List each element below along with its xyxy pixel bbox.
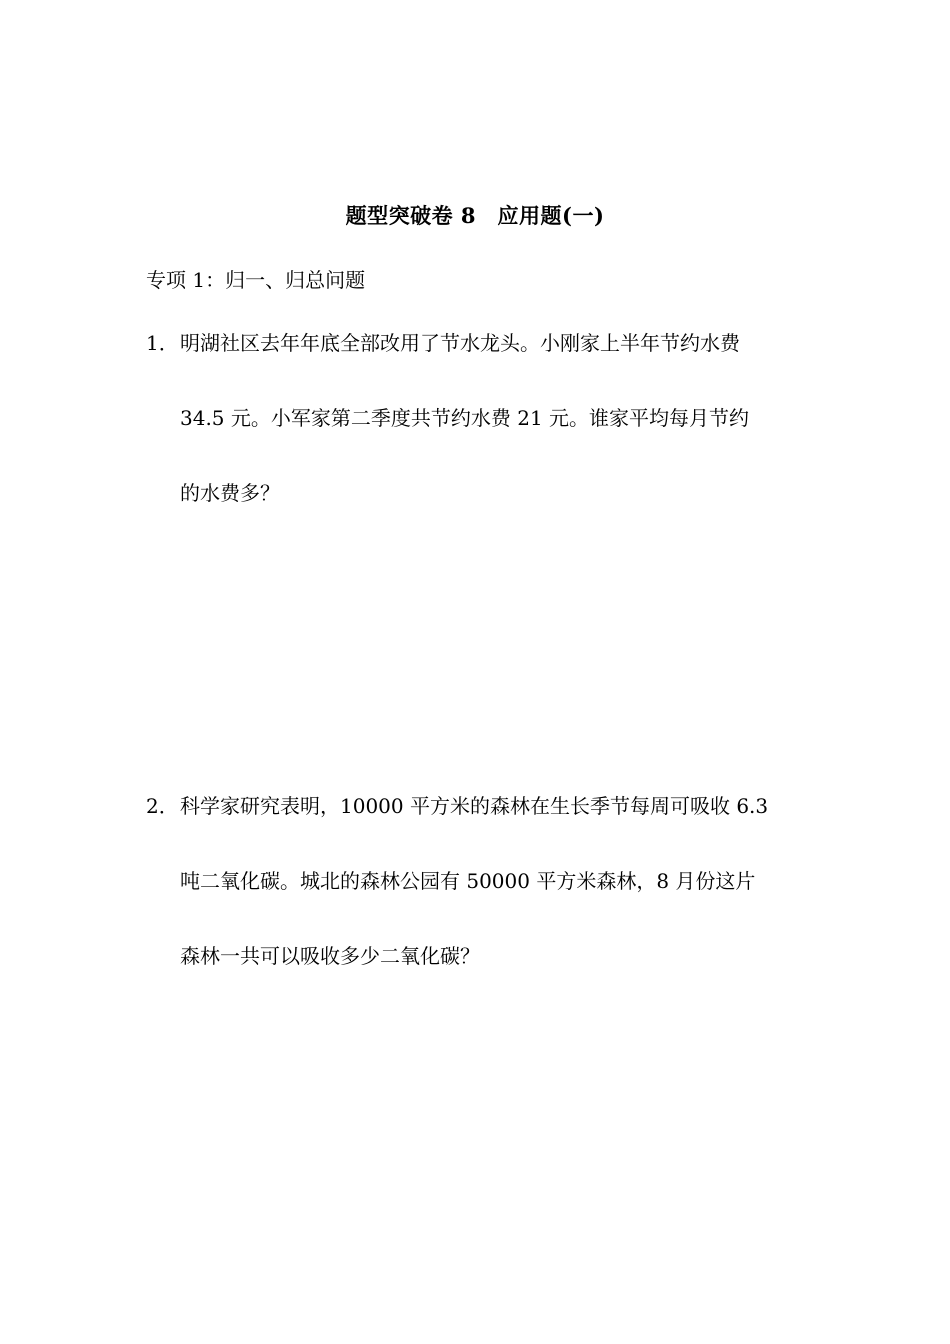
question-1-text-line-1: 明湖社区去年年底全部改用了节水龙头。小刚家上半年节约水费: [180, 331, 740, 355]
page-title: 题型突破卷 8 应用题(一): [345, 203, 605, 228]
question-1-text-line-2: 34.5 元。小军家第二季度共节约水费 21 元。谁家平均每月节约: [180, 406, 750, 430]
question-2-text-line-2: 吨二氧化碳。城北的森林公园有 50000 平方米森林，8 月份这片: [180, 869, 756, 893]
section-heading: 专项 1：归一、归总问题: [146, 268, 366, 292]
question-1-number: 1．: [146, 331, 179, 355]
question-2-line-1: [146, 791, 816, 866]
question-2-text-line-1: 科学家研究表明，10000 平方米的森林在生长季节每周可吸收 6.3: [180, 794, 769, 818]
question-1-line-1: [146, 328, 816, 403]
question-1: [146, 328, 816, 553]
question-2-number: 2．: [146, 794, 179, 818]
question-2: [146, 791, 816, 1016]
question-1-text-line-3: 的水费多？: [180, 481, 280, 505]
question-2-text-line-3: 森林一共可以吸收多少二氧化碳？: [180, 944, 480, 968]
